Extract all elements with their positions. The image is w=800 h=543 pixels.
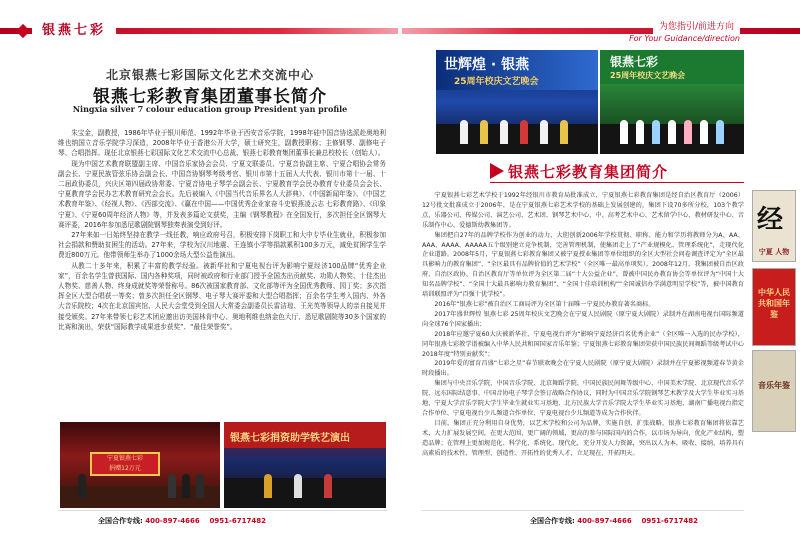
- footer-left: [98, 516, 266, 526]
- stage-banner-sub: 25周年校庆文艺晚会: [610, 71, 686, 80]
- left-paragraph: 从教二十多年来，积累了丰富的教学经验。被新华社和宁夏电视台评为影响宁夏经济100品牌“优秀企业家”，百余名学生曾获国际、国内各种奖项，同时被政府和行业部门授予全国杰出贡献奖、功勋人物奖、十佳杰出人物奖、慈善人物、终身成就奖等荣誉称号。86次被国家教育部、文化部等评为全国优秀教师、园丁奖；多次指挥全区大型合唱获一等奖；曾多次担任全区钢琴、电子琴大赛评委和大型合唱指挥；百余名学生考入国内、外各大音乐院校；4次在北京国宾馆、人民大会堂受到全国人大常委会副委员长雷洁琼、王光英等领导人的亲自接见并接受颁奖。27年来带领七彩艺术团应邀出访美国林肯中心、奥地利维也纳金色大厅、悉尼歌剧院等30多个国家的比赛和演出，荣获“国际教学成果进步获奖”、“最佳荣誉奖”。: [58, 261, 386, 331]
- stage-banner-title: 银燕七彩: [610, 55, 659, 69]
- performer-figure: [700, 120, 708, 144]
- right-header-band: [402, 28, 800, 34]
- section-heading-rule: [490, 182, 744, 183]
- performer-figure: [520, 120, 528, 144]
- donation-plaque: [90, 452, 160, 476]
- performer-figure: [636, 120, 644, 144]
- right-paragraph: 2017年盛世辉煌 银燕七彩 25周年校庆文艺晚会在宁夏人民剧院（原宁夏大剧院）录制并在湖南电视台国际频道向全球76个国家播出；: [422, 310, 744, 328]
- right-paragraph: 集团与中央音乐学院、中国音乐学院、北京舞蹈学院、中国民族民间舞等级中心、中国美术学院、北京现代音乐学院、远东国际结意事、中国音协电子琴学会签订战略合作协议，同时为中国音乐学院钢琴艺术教学及大学生毕业实习基地、宁夏大学音乐学院大学生毕业生就业实习基地、北方民族大学音乐学院大学生毕业实习基地、湖南广播电视台指定合作单位、宁夏电视台少儿频道合作单位、宁夏电视台少儿频道等成为合作伙伴。: [422, 380, 744, 417]
- performer-figure: [620, 120, 628, 144]
- chevron-right-icon: [490, 163, 504, 179]
- gala-banner-sub: 25周年校庆文艺晚会: [454, 77, 539, 87]
- book-cover-yearbook: [752, 268, 796, 346]
- footer-right: [530, 516, 698, 526]
- person-figure: [196, 474, 204, 498]
- performer-figure: [500, 120, 508, 144]
- footer-label: 全国合作专线:: [98, 517, 143, 525]
- footer-phone-1: 400-897-4666: [577, 517, 632, 525]
- person-figure: [78, 474, 86, 498]
- right-header: [402, 20, 800, 50]
- book-cover-label: 音乐年鉴: [758, 381, 790, 390]
- performer-figure: [716, 120, 724, 144]
- performer-figure: [264, 474, 272, 498]
- footer-phone-2: 0951-6717482: [641, 517, 699, 525]
- photo-anniversary-stage: [600, 50, 744, 154]
- book-cover-label: 宁夏 人物: [758, 248, 790, 256]
- diamond-icon: [16, 24, 30, 38]
- book-cover-economy: [752, 190, 796, 262]
- section-heading: [490, 160, 744, 182]
- section-heading-title: 银燕七彩教育集团简介: [508, 163, 669, 181]
- plaque-text-2: 捐赠12万元: [109, 465, 141, 472]
- plaque-text: 宁夏银燕七彩: [106, 455, 143, 462]
- left-paragraph: 朱宝金，副教授，1986年毕业于银川师范、1992年毕业于西安音乐学院，1998年硅中国音协选派赴奥地利维也纳国立音乐学院学习深造，2008年毕业于香港公开大学，硕士研究生，副教授职称；主修钢琴、副修电子琴、合唱指挥。现任北京银燕七彩国际文化艺术交流中心总裁、银燕七彩教育集团董事长兼总校校长（创始人）。: [58, 129, 386, 158]
- performer-figure: [560, 120, 568, 144]
- left-header-tag: 银燕七彩: [32, 20, 116, 42]
- performer-figure: [684, 120, 692, 144]
- performer-figure: [294, 474, 302, 498]
- right-header-en: For Your Guidance/direction: [629, 34, 740, 43]
- left-paragraph: 27年来如一日始终坚持在教学一线任教，响应政府号召，积极安排下岗职工和大中专毕业生就业，积极参加社会捐款和赞助贫困生的活动。27年来，学校为汉川地震、王连镇小学等捐款累积100多万元，减免贫困学生学费近800万元。他带领师生举办了1000余场大型公益性演出。: [58, 231, 386, 260]
- performer-figure: [460, 120, 468, 144]
- title-center-name: 北京银燕七彩国际文化艺术交流中心: [105, 68, 314, 82]
- right-paragraph: 2019年爱的富育昌盛“七彩之星”春节联欢晚会在宁夏人民剧院（原宁夏大剧院）录制并在宁夏影视频道春节黄金时段播出。: [422, 360, 744, 378]
- gala-banner-title: 世辉煌 · 银燕: [444, 57, 530, 73]
- right-paragraph: 宁夏银燕七彩艺术学校于1992年经银川市教育局批准成立，宁夏银燕七彩教育集团是经自治区教育厅（2006）12号批文批准成立于2006年，是在宁夏银燕七彩艺术学校的基础上发展创建的，集团下设70多所分校，103个教学点，乐器公司、传媒公司、演艺公司、艺术团、钢琴艺术中心、中、高考艺术中心、艺术留学中心、教材研发中心、音乐制作中心、爱德斯幼教集团等。: [422, 192, 744, 229]
- performer-figure: [480, 120, 488, 144]
- person-figure: [168, 474, 176, 498]
- book-cover-label: 中华人民共和国年鉴: [758, 288, 790, 319]
- page-subtitle-en: Ningxia silver 7 colour education group President yan profile: [72, 104, 348, 114]
- stage-floor: [224, 478, 386, 508]
- book-cover-music-yearbook: [752, 350, 796, 432]
- footer-phone-1: 400-897-4666: [145, 517, 200, 525]
- photo-charity-performance: [224, 422, 386, 508]
- left-paragraph: 现为中国艺术教育联盟副主席、中国音乐家协会会员、宁夏文联委员、宁夏音协副主席、宁夏合唱协会常务副会长、宁夏民族管弦乐协会副会长、中国音协钢琴考级考官、银川市第十五届人大代表、银川市第十一届、十二届政协委员，兴庆区第四届政协常委、宁夏音协电子琴学会副会长、宁夏教育学会民办教育专业委员会会长、宁夏教育学会民办艺术教育研究会会长。先后被编入《中国当代音乐界名人大辞典》、《中国新闻年鉴》、《中国艺术教育年鉴》、《经视人物》、《西部交流》、《赢在中国——中国优秀企业家奋斗史银燕凌云志 七彩教育路》、《印象宁夏》、《宁夏60周年经济人物》等，并发表多篇论文获奖，主编《钢琴教程》在全国发行，多次担任全区钢琴大赛评委，2016年参加悉尼歌剧院钢琴独奏表演受到好评。: [58, 159, 386, 229]
- right-paragraph: 集团把自27年的品牌学校作为创业的动力，大胆创新2006年学校贯彻、职称、能力和学历将教师分为A、AA、AAA、AAAA、AAAAA五个级别建立竞争机制，完善管理机制，使集团走上了“产业规模化、管理系统化”，走现代化企业道路。2008年5月，宁夏银燕七彩教育集团又被宁夏授业集团等单位组织的全区大型社会问卷调查评定为“全区最具影响力的教育集团”、“全区最具有品牌价值的艺术学校”（全区唯一最高单项奖）。2008年12月，我集团被自治区政府、自治区政协、自治区教育厅等单位评为全区第二届“十大公益企业”，曾被中国民办教育协会等单位评为“中国十大知名品牌学校”、“全国十大最具影响力教育集团”、“全国十佳培训机构”“全国诚信办学满意明星学校”等，被中国教育培训联盟评为“百强十优学校”。: [422, 231, 744, 299]
- right-header-cn: 为您指引/前进方向: [653, 20, 740, 34]
- performer-figure: [324, 474, 332, 498]
- left-header: [0, 20, 398, 42]
- footer-phone-2: 0951-6717482: [209, 517, 267, 525]
- page-title: 银燕七彩教育集团董事长简介: [93, 87, 327, 107]
- book-cover-glyph: 经: [757, 205, 784, 235]
- left-body-text: [58, 128, 386, 418]
- photo-anniversary-gala: [436, 50, 598, 154]
- footer-label: 全国合作专线:: [530, 517, 575, 525]
- person-figure: [182, 474, 190, 498]
- performer-figure: [540, 120, 548, 144]
- footer-rule-left: [58, 510, 388, 511]
- footer-rule-right: [422, 510, 744, 511]
- right-paragraph: 2018年应邀宁夏60大庆被新华社、宁夏电视台评为“影响宁夏经济百名优秀企业”（全区唯一入选的民办学校），同年银燕七彩教学谱被编入中华人民共和国国家音乐年鉴；宁夏银燕七彩教育集团荣获中国民族民间舞蹈等级考试中心2018年度“特别贡献奖”；: [422, 330, 744, 358]
- right-body-text: [422, 191, 744, 506]
- stage-banner-text: 银燕七彩捐资助学铁艺演出: [230, 433, 350, 444]
- photo-donation-ceremony: [60, 422, 220, 508]
- performer-figure: [652, 120, 660, 144]
- right-paragraph: 目前，集团正充分利用自身优势，以艺术学校和公司为品牌，实施自创、扩张战略，银燕七彩教育集团将依靠艺术、大力扩展发展空间，在更大范围、更广阔的领域，更高的参与国际国内的合作，以市场为导向，优化产业结构，塑造品牌；在管理上更加规范化、科学化、系统化、现代化，充分开发人力资源，突出以人为本，吸收、接纳、培养具有高素质的技术性、管理型、创造性、开拓性的优秀人才，立足现在，开拓明天。: [422, 419, 744, 457]
- right-paragraph: 2016年“银燕七彩”被自治区工商局评为全区第十届唯一宁夏民办教育著名商标。: [434, 300, 655, 308]
- performer-figure: [668, 120, 676, 144]
